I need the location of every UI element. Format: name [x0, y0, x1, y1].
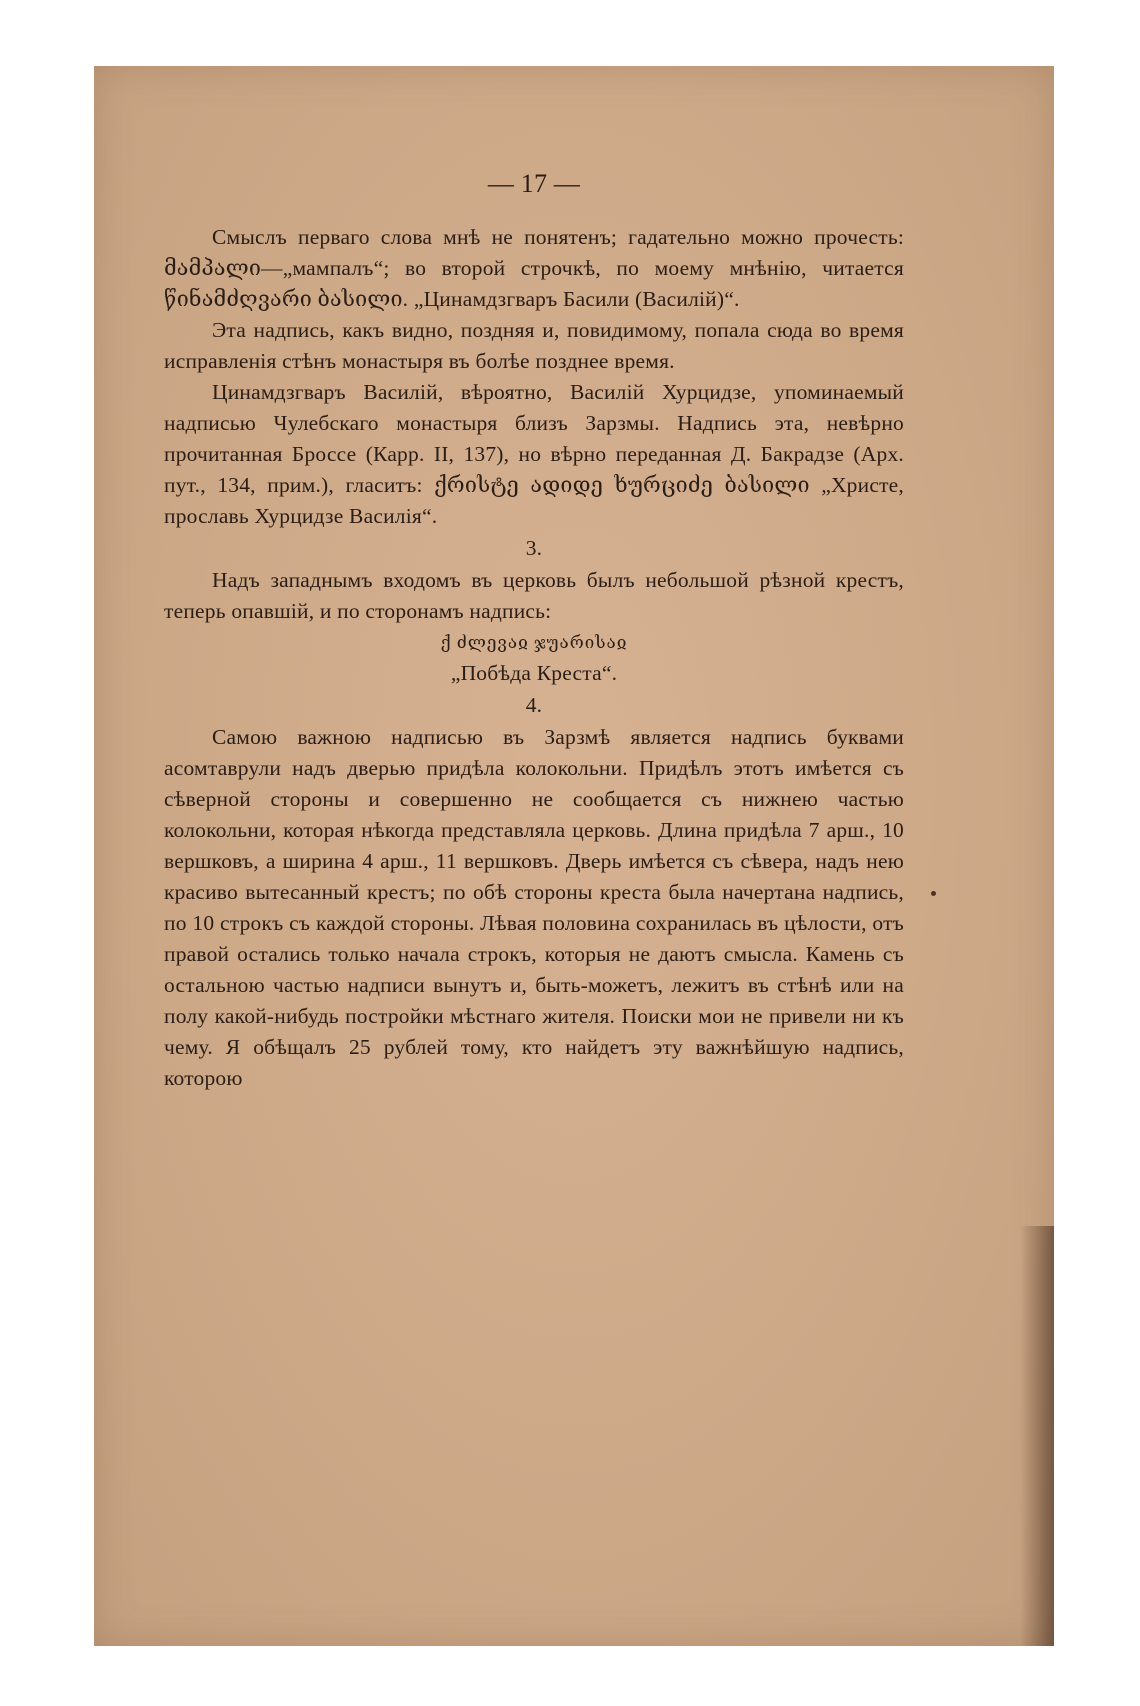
section-number-4: 4.	[525, 693, 543, 717]
section-number-3: 3.	[525, 536, 543, 560]
paragraph-1: Смыслъ перваго слова мнѣ не понятенъ; гадательно можно прочесть: მამპალი—„мампалъ“; во второй строчкѣ, по моему мнѣнію, читается წინამძღვარი ბასილი. „Цинамдзгваръ Басили (Василій)“.	[164, 225, 904, 311]
inscription-translation: „Побѣда Креста“.	[450, 661, 618, 685]
page-number: — 17 —	[487, 169, 581, 198]
paragraph-4: Надъ западнымъ входомъ въ церковь былъ небольшой рѣзной крестъ, теперь опавшій, и по сторонамъ надпись:	[164, 568, 904, 623]
scanned-page	[94, 66, 1054, 1646]
paragraph-3: Цинамдзгваръ Василій, вѣроятно, Василій Хурцидзе, упоминаемый надписью Чулебскаго монастыря близъ Зарзмы. Надпись эта, невѣрно прочитанная Броссе (Карр. II, 137), но вѣрно переданная Д. Бакрадзе (Арх. пут., 134, прим.), гласитъ: ქრისტე ადიდე ხურციძე ბასილი „Христе, прославь Хурцидзе Василія“.	[164, 380, 904, 528]
page-text	[164, 166, 904, 1094]
paper-speck	[931, 891, 936, 896]
page-edge-shadow	[1020, 1226, 1054, 1646]
paragraph-5: Самою важною надписью въ Зарзмѣ является надпись буквами асомтаврули надъ дверью придѣла колокольни. Придѣлъ этотъ имѣется съ сѣверной стороны и совершенно не сообщается съ нижнею частью колокольни, которая нѣкогда представляла церковь. Длина придѣла 7 арш., 10 вершковъ, а ширина 4 арш., 11 вершковъ. Дверь имѣется съ сѣвера, надъ нею красиво вытесанный крестъ; по обѣ стороны креста была начертана надпись, по 10 строкъ съ каждой стороны. Лѣвая половина сохранилась въ цѣлости, отъ правой остались только начала строкъ, которыя не даютъ смысла. Камень съ остальною частью надписи вынутъ и, быть-можетъ, лежитъ въ стѣнѣ или на полу какой-нибудь постройки мѣстнаго жителя. Поиски мои не привели ни къ чему. Я обѣщалъ 25 рублей тому, кто найдетъ эту важнѣйшую надпись, которою	[164, 725, 904, 1090]
georgian-inscription: ქ ძლევაჲ ჯუარისაჲ	[440, 633, 628, 652]
paragraph-2: Эта надпись, какъ видно, поздняя и, повидимому, попала сюда во время исправленія стѣнъ монастыря въ болѣе позднее время.	[164, 318, 904, 373]
